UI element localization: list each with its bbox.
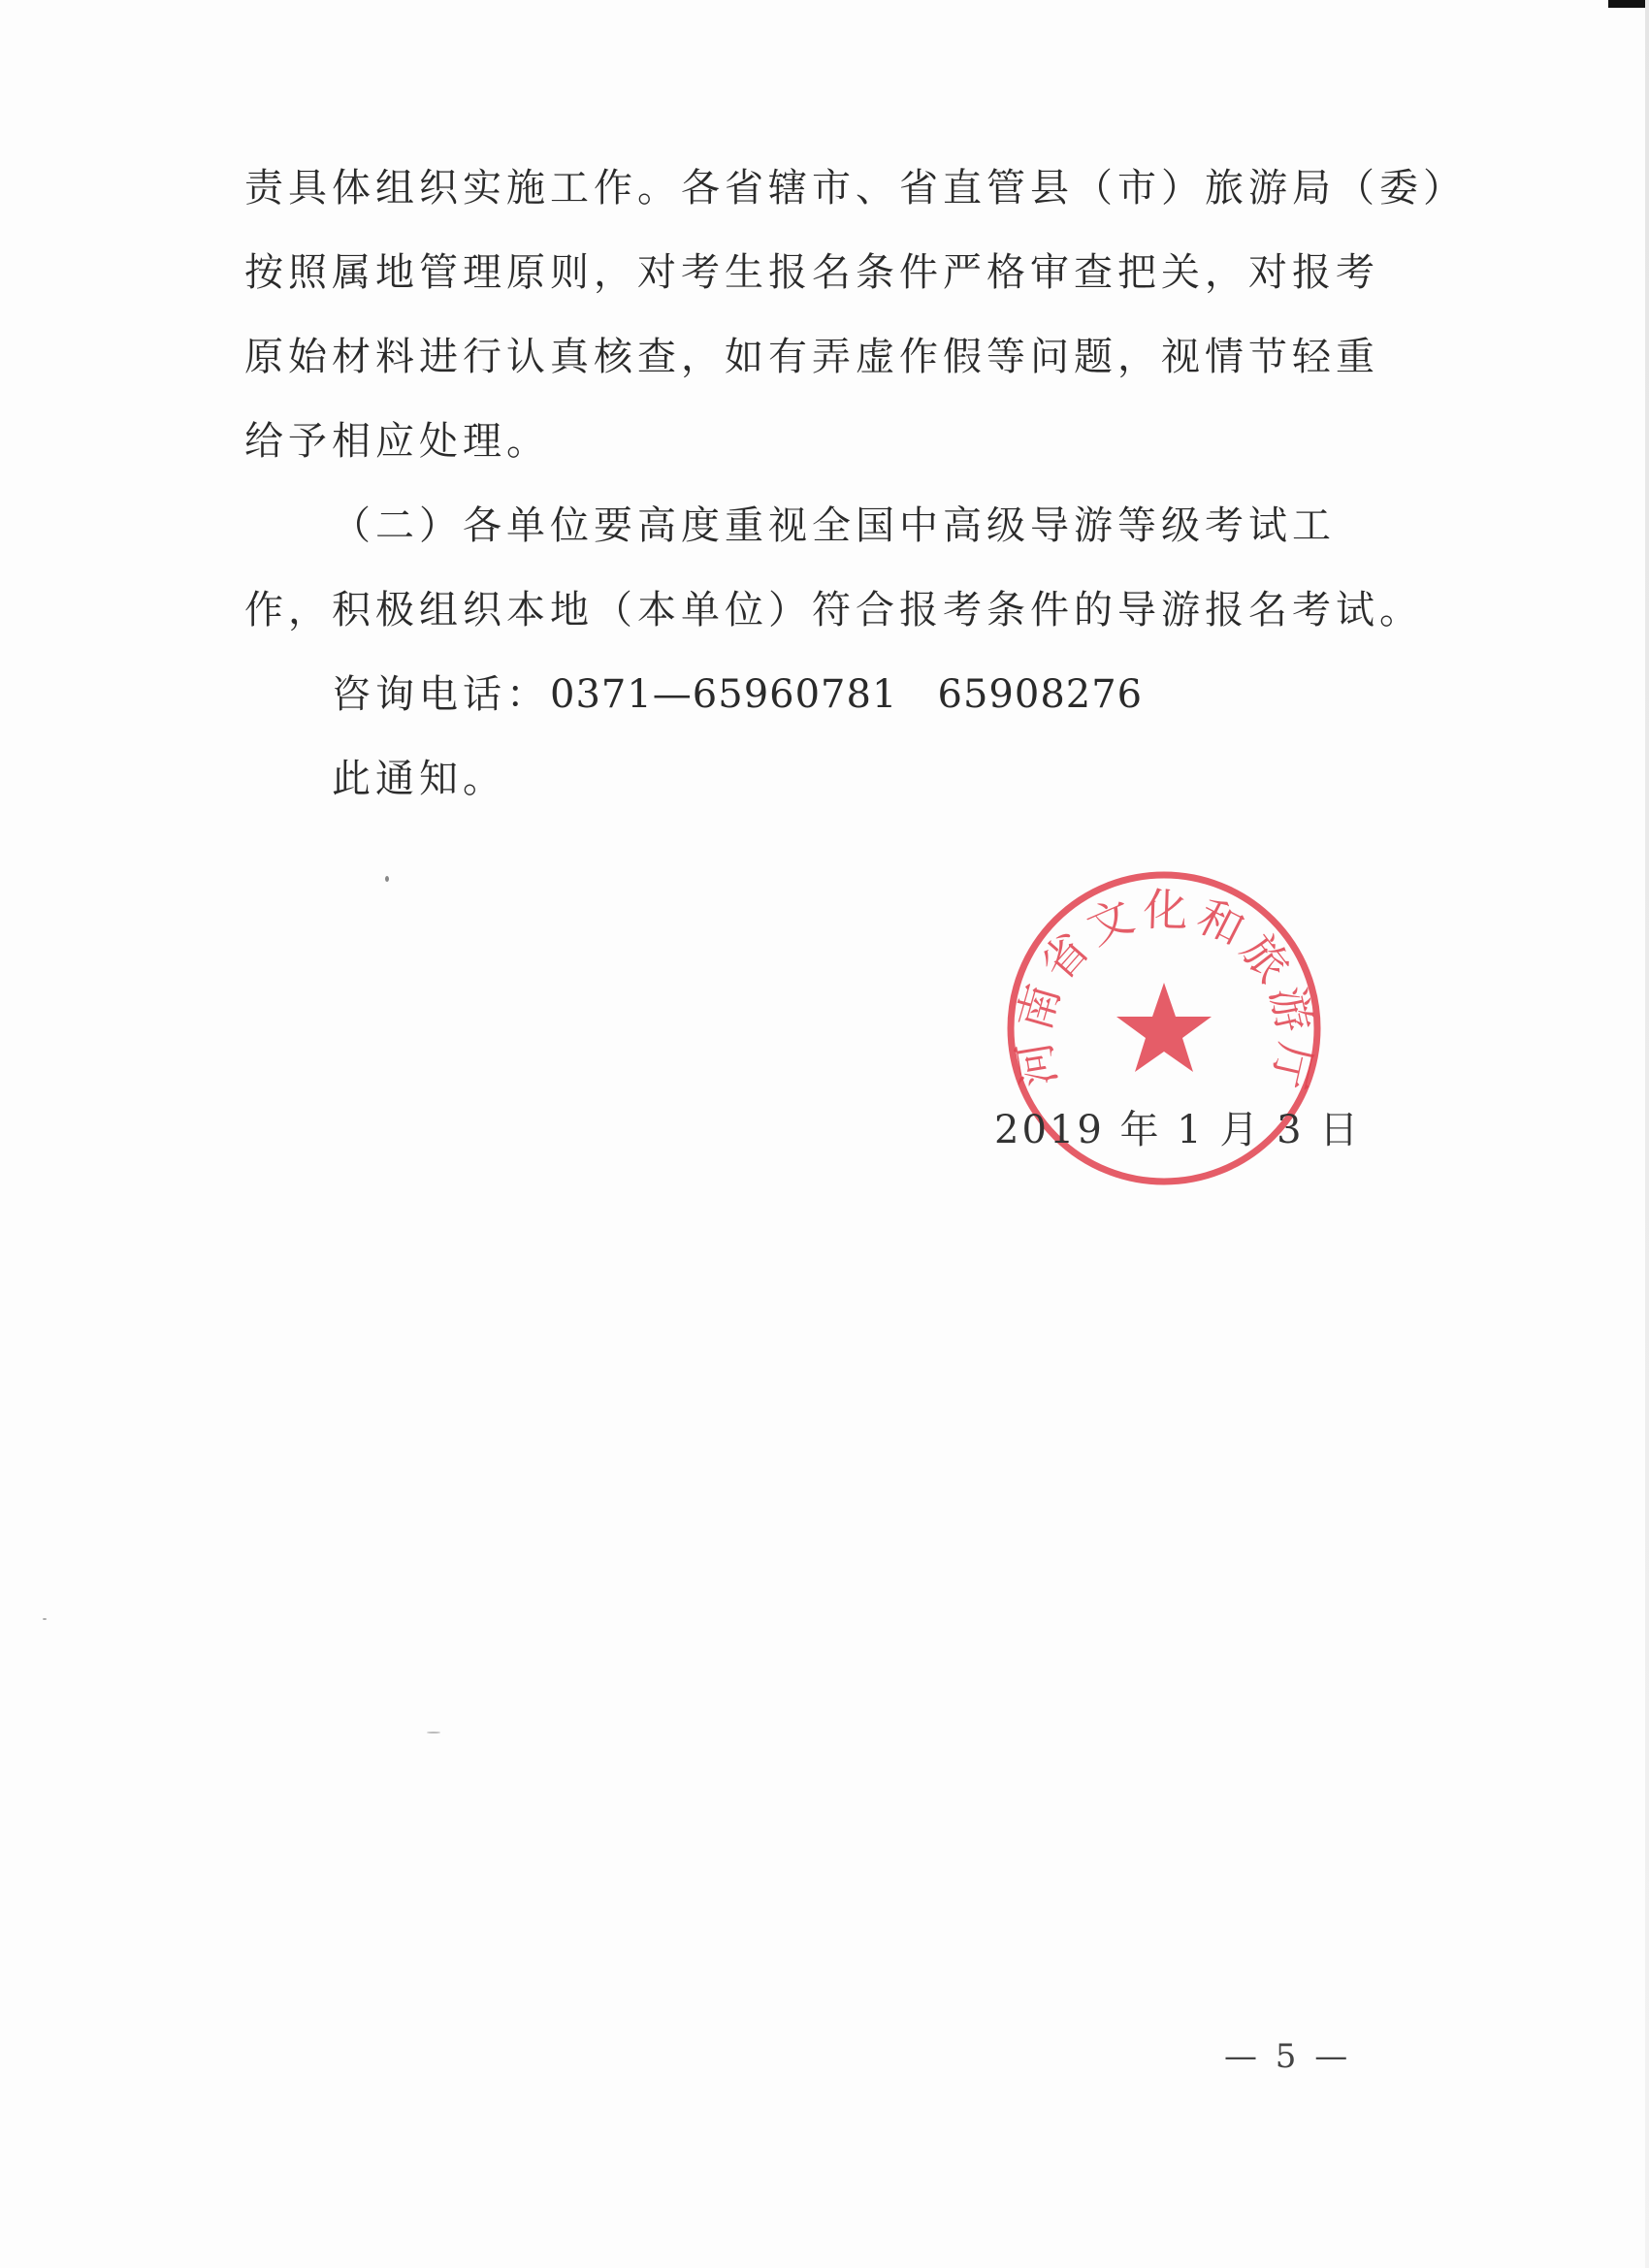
scan-edge: [1645, 0, 1649, 2268]
body-line-2: 按照属地管理原则，对考生报名条件严格审查把关，对报考: [244, 250, 1379, 295]
contact-line: [332, 671, 1143, 718]
body-line-4: 给予相应处理。: [244, 419, 550, 464]
contact-phones: 0371—65960781 65908276: [550, 672, 1144, 717]
page-number: — 5 —: [1224, 2037, 1352, 2076]
star-icon: [1116, 983, 1212, 1072]
closing-line: 此通知。: [332, 757, 506, 801]
scan-speck: [43, 1618, 47, 1620]
scan-corner-mark: [1608, 0, 1649, 8]
body-line-6: 作，积极组织本地（本单位）符合报考条件的导游报名考试。: [244, 588, 1423, 632]
scan-speck: [427, 1732, 440, 1733]
body-line-3: 原始材料进行认真核查，如有弄虚作假等问题，视情节轻重: [244, 335, 1379, 379]
contact-label: 咨询电话：: [332, 672, 550, 717]
seal-text: 河南省文化和旅游厅: [1006, 883, 1323, 1100]
body-line-5: （二）各单位要高度重视全国中高级导游等级考试工: [332, 503, 1336, 548]
body-line-1: 责具体组织实施工作。各省辖市、省直管县（市）旅游局（委）: [244, 166, 1467, 211]
document-date: 2019 年 1 月 3 日: [994, 1108, 1362, 1152]
scan-speck: [385, 876, 389, 882]
